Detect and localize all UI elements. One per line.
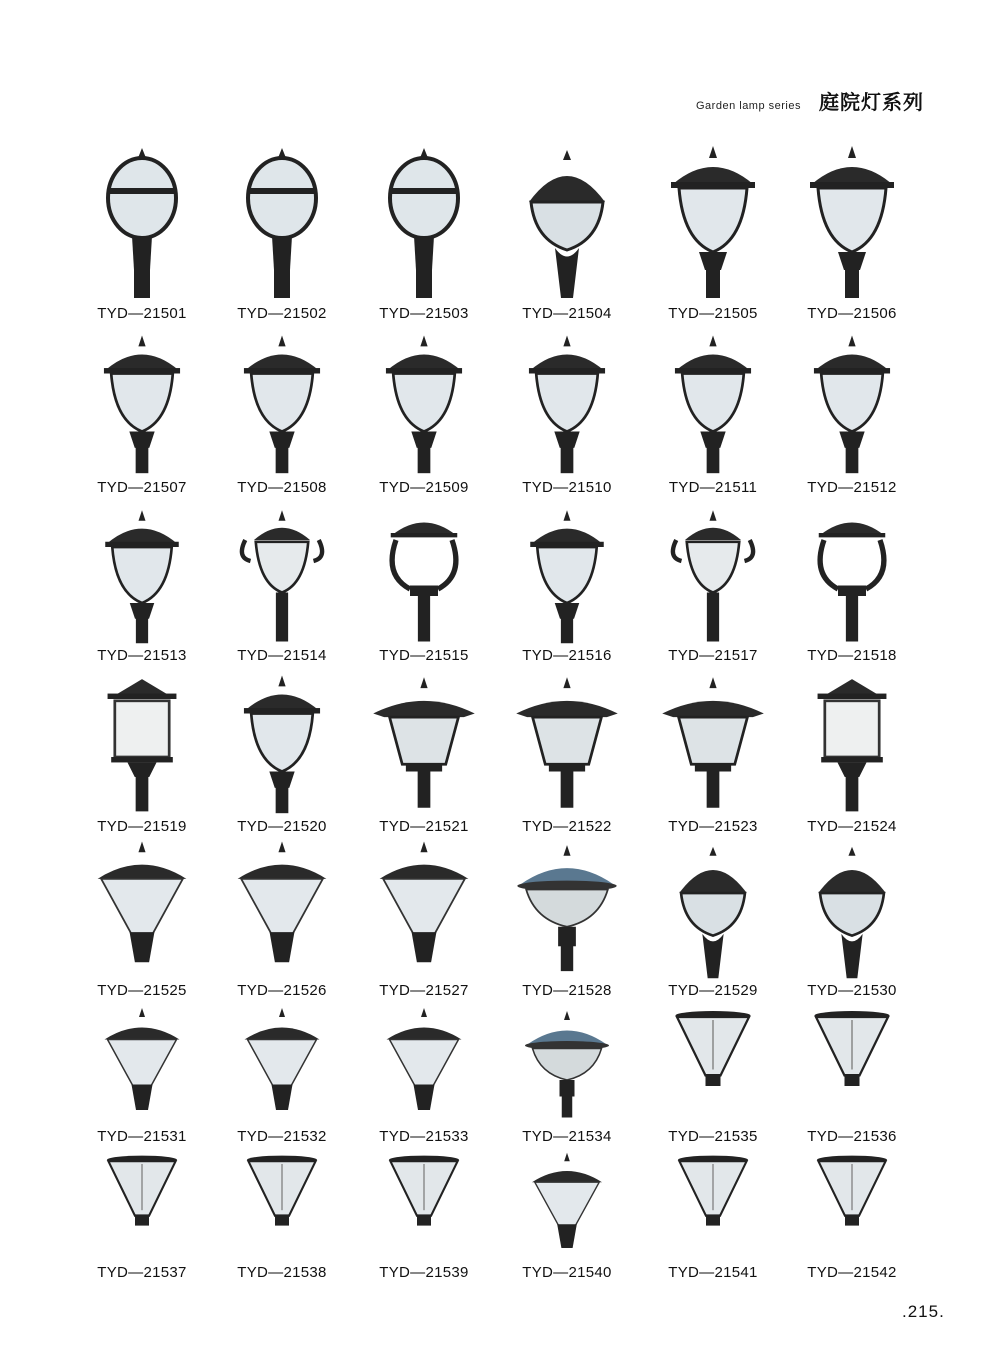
product-item <box>643 1150 783 1262</box>
product-item <box>212 140 352 300</box>
inverted-cone-lamp-icon <box>653 1150 773 1262</box>
product-code: TYD—21511 <box>668 479 758 496</box>
page-number: .215. <box>902 1302 945 1321</box>
series-title-english: Garden lamp series <box>696 100 801 112</box>
product-item <box>72 330 212 475</box>
product-code: TYD—21510 <box>522 479 612 496</box>
product-item <box>354 505 494 645</box>
product-item <box>497 838 637 980</box>
product-code: TYD—21521 <box>379 818 469 835</box>
product-item <box>782 670 922 815</box>
product-item <box>497 670 637 815</box>
product-code: TYD—21502 <box>237 305 327 322</box>
product-item <box>643 838 783 980</box>
acorn-lamp-icon <box>82 140 202 300</box>
dome-lamp-icon <box>653 838 773 980</box>
product-item <box>643 140 783 300</box>
product-code: TYD—21518 <box>807 647 897 664</box>
product-item <box>643 330 783 475</box>
product-item <box>354 670 494 815</box>
product-code: TYD—21504 <box>522 305 612 322</box>
product-code: TYD—21526 <box>237 982 327 999</box>
product-item <box>497 1150 637 1262</box>
product-item <box>354 330 494 475</box>
product-item <box>212 838 352 980</box>
product-code: TYD—21508 <box>237 479 327 496</box>
product-item <box>497 140 637 300</box>
scroll-lamp-icon <box>222 505 342 645</box>
lantern-lamp-icon <box>792 330 912 475</box>
lantern-lamp-icon <box>792 140 912 300</box>
pagoda-lamp-icon <box>507 670 627 815</box>
lantern-lamp-icon <box>222 330 342 475</box>
ufo-lamp-icon <box>507 1005 627 1125</box>
product-item <box>212 670 352 815</box>
product-item <box>643 505 783 645</box>
product-code: TYD—21501 <box>97 305 187 322</box>
product-item <box>72 670 212 815</box>
product-code: TYD—21522 <box>522 818 612 835</box>
lantern-lamp-icon <box>507 505 627 645</box>
box-lamp-icon <box>82 670 202 815</box>
product-code: TYD—21540 <box>522 1264 612 1281</box>
product-item <box>643 670 783 815</box>
product-code: TYD—21527 <box>379 982 469 999</box>
box-lamp-icon <box>792 670 912 815</box>
product-item <box>354 1150 494 1262</box>
product-code: TYD—21530 <box>807 982 897 999</box>
cone-lamp-icon <box>507 1150 627 1262</box>
lantern-lamp-icon <box>82 505 202 645</box>
lantern-lamp-icon <box>653 330 773 475</box>
product-item <box>643 1005 783 1125</box>
product-item <box>782 505 922 645</box>
product-item <box>354 1005 494 1125</box>
product-item <box>354 140 494 300</box>
product-code: TYD—21537 <box>97 1264 187 1281</box>
product-item <box>782 1150 922 1262</box>
lantern-lamp-icon <box>364 330 484 475</box>
product-code: TYD—21534 <box>522 1128 612 1145</box>
product-code: TYD—21532 <box>237 1128 327 1145</box>
product-item <box>212 330 352 475</box>
product-code: TYD—21503 <box>379 305 469 322</box>
product-code: TYD—21542 <box>807 1264 897 1281</box>
acorn-lamp-icon <box>364 140 484 300</box>
inverted-cone-lamp-icon <box>222 1150 342 1262</box>
product-code: TYD—21517 <box>668 647 758 664</box>
product-item <box>72 505 212 645</box>
product-code: TYD—21513 <box>97 647 187 664</box>
dome-lamp-icon <box>792 838 912 980</box>
product-code: TYD—21519 <box>97 818 187 835</box>
ring-lamp-icon <box>792 505 912 645</box>
product-item <box>72 838 212 980</box>
product-code: TYD—21516 <box>522 647 612 664</box>
ring-lamp-icon <box>364 505 484 645</box>
acorn-lamp-icon <box>222 140 342 300</box>
cone-lamp-icon <box>222 838 342 980</box>
product-code: TYD—21533 <box>379 1128 469 1145</box>
cone-lamp-icon <box>364 838 484 980</box>
product-code: TYD—21531 <box>97 1128 187 1145</box>
pagoda-lamp-icon <box>364 670 484 815</box>
dome-lamp-icon <box>507 140 627 300</box>
product-code: TYD—21541 <box>668 1264 758 1281</box>
product-code: TYD—21539 <box>379 1264 469 1281</box>
cone-lamp-icon <box>82 1005 202 1125</box>
product-item <box>72 1150 212 1262</box>
product-code: TYD—21505 <box>668 305 758 322</box>
inverted-cone-lamp-icon <box>653 1005 773 1125</box>
product-code: TYD—21525 <box>97 982 187 999</box>
product-item <box>354 838 494 980</box>
product-code: TYD—21512 <box>807 479 897 496</box>
inverted-cone-lamp-icon <box>792 1005 912 1125</box>
lantern-lamp-icon <box>507 330 627 475</box>
product-item <box>212 1005 352 1125</box>
product-code: TYD—21524 <box>807 818 897 835</box>
inverted-cone-lamp-icon <box>364 1150 484 1262</box>
lantern-lamp-icon <box>653 140 773 300</box>
product-item <box>497 330 637 475</box>
product-code: TYD—21535 <box>668 1128 758 1145</box>
product-code: TYD—21515 <box>379 647 469 664</box>
scroll-lamp-icon <box>653 505 773 645</box>
lantern-lamp-icon <box>82 330 202 475</box>
product-item <box>782 1005 922 1125</box>
product-item <box>72 1005 212 1125</box>
product-code: TYD—21529 <box>668 982 758 999</box>
product-item <box>782 838 922 980</box>
product-code: TYD—21509 <box>379 479 469 496</box>
cone-lamp-icon <box>222 1005 342 1125</box>
product-item <box>497 505 637 645</box>
inverted-cone-lamp-icon <box>82 1150 202 1262</box>
product-item <box>782 140 922 300</box>
lantern-lamp-icon <box>222 670 342 815</box>
product-item <box>212 1150 352 1262</box>
product-code: TYD—21538 <box>237 1264 327 1281</box>
product-item <box>72 140 212 300</box>
pagoda-lamp-icon <box>653 670 773 815</box>
product-code: TYD—21506 <box>807 305 897 322</box>
product-item <box>782 330 922 475</box>
product-code: TYD—21523 <box>668 818 758 835</box>
ufo-lamp-icon <box>507 838 627 980</box>
product-item <box>212 505 352 645</box>
product-code: TYD—21536 <box>807 1128 897 1145</box>
product-item <box>497 1005 637 1125</box>
cone-lamp-icon <box>364 1005 484 1125</box>
product-code: TYD—21528 <box>522 982 612 999</box>
product-code: TYD—21507 <box>97 479 187 496</box>
cone-lamp-icon <box>82 838 202 980</box>
series-title-chinese: 庭院灯系列 <box>819 90 924 114</box>
product-code: TYD—21520 <box>237 818 327 835</box>
product-code: TYD—21514 <box>237 647 327 664</box>
inverted-cone-lamp-icon <box>792 1150 912 1262</box>
